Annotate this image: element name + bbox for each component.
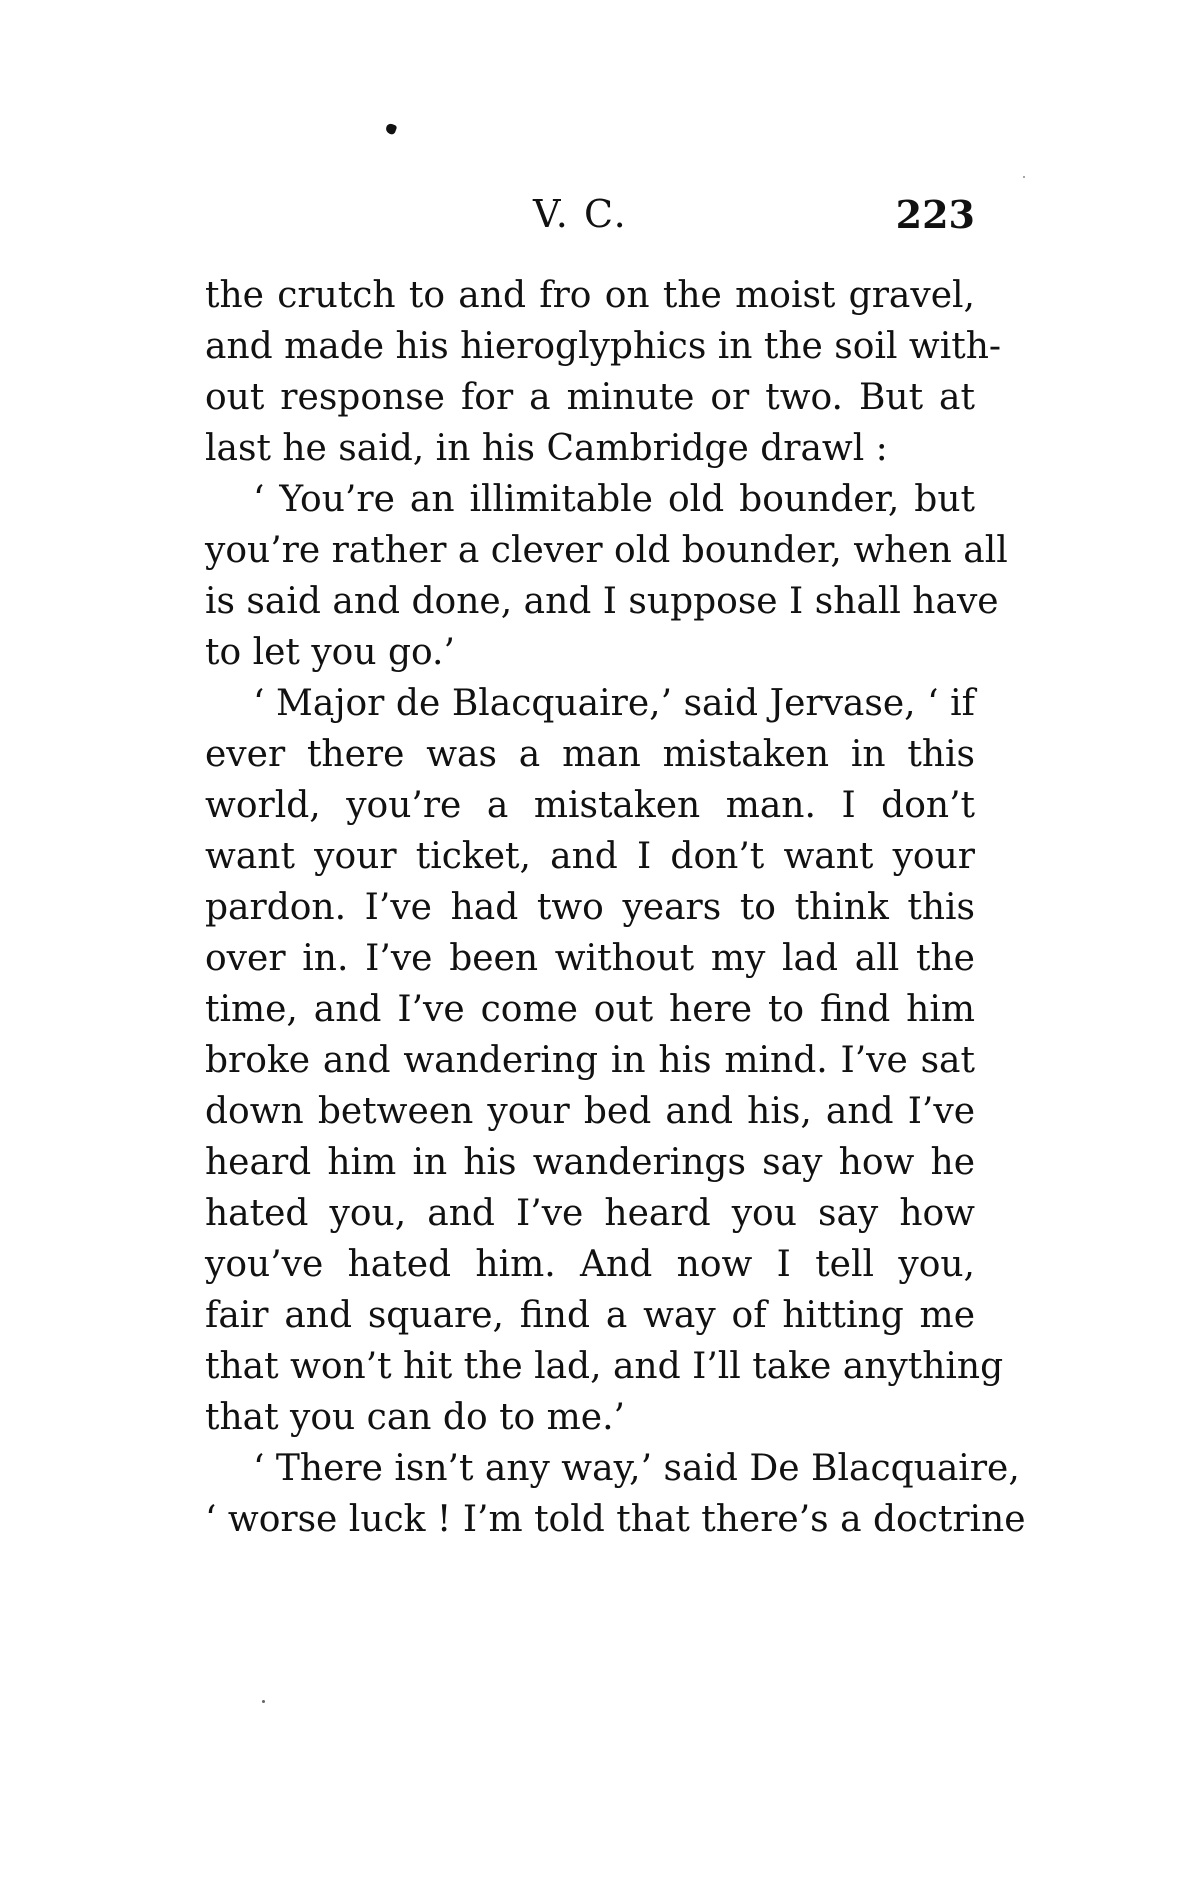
paragraph <box>205 678 1004 1443</box>
text-line: heard him in his wanderings say how he <box>205 1142 975 1183</box>
text-line: that won’t hit the lad, and I’ll take anything <box>205 1346 1004 1387</box>
text-line: down between your bed and his, and I’ve <box>205 1091 975 1132</box>
paragraph <box>205 270 1002 474</box>
ink-speck <box>262 1700 265 1703</box>
ink-speck <box>1023 176 1025 178</box>
text-line: and made his hieroglyphics in the soil with- <box>205 326 1002 367</box>
text-line: ‘ You’re an illimitable old bounder, but <box>253 479 975 520</box>
page-number: 223 <box>895 192 975 237</box>
text-line: ‘ Major de Blacquaire,’ said Jervase, ‘ if <box>253 683 975 724</box>
body-text <box>205 270 1026 1545</box>
text-line: over in. I’ve been without my lad all the <box>205 938 975 979</box>
text-line: ‘ There isn’t any way,’ said De Blacquaire, <box>253 1448 1020 1489</box>
text-line: hated you, and I’ve heard you say how <box>205 1193 975 1234</box>
text-line: to let you go.’ <box>205 632 455 673</box>
text-line: ‘ worse luck ! I’m told that there’s a doctrine <box>205 1499 1026 1540</box>
text-line: the crutch to and fro on the moist gravel, <box>205 275 975 316</box>
text-line: out response for a minute or two. But at <box>205 377 975 418</box>
text-line: want your ticket, and I don’t want your <box>205 836 975 877</box>
running-head: V. C. <box>533 192 628 236</box>
text-line: you’re rather a clever old bounder, when all <box>205 530 1008 571</box>
text-line: broke and wandering in his mind. I’ve sat <box>205 1040 975 1081</box>
paragraph <box>205 474 1008 678</box>
paragraph <box>205 1443 1026 1545</box>
text-line: fair and square, find a way of hitting me <box>205 1295 975 1336</box>
text-line: ever there was a man mistaken in this <box>205 734 975 775</box>
page-header <box>205 192 975 242</box>
text-line: you’ve hated him. And now I tell you, <box>205 1244 975 1285</box>
text-line: world, you’re a mistaken man. I don’t <box>205 785 975 826</box>
text-line: pardon. I’ve had two years to think this <box>205 887 975 928</box>
ink-speck <box>385 123 398 136</box>
text-line: that you can do to me.’ <box>205 1397 625 1438</box>
text-line: last he said, in his Cambridge drawl : <box>205 428 888 469</box>
text-line: time, and I’ve come out here to find him <box>205 989 975 1030</box>
text-line: is said and done, and I suppose I shall have <box>205 581 999 622</box>
